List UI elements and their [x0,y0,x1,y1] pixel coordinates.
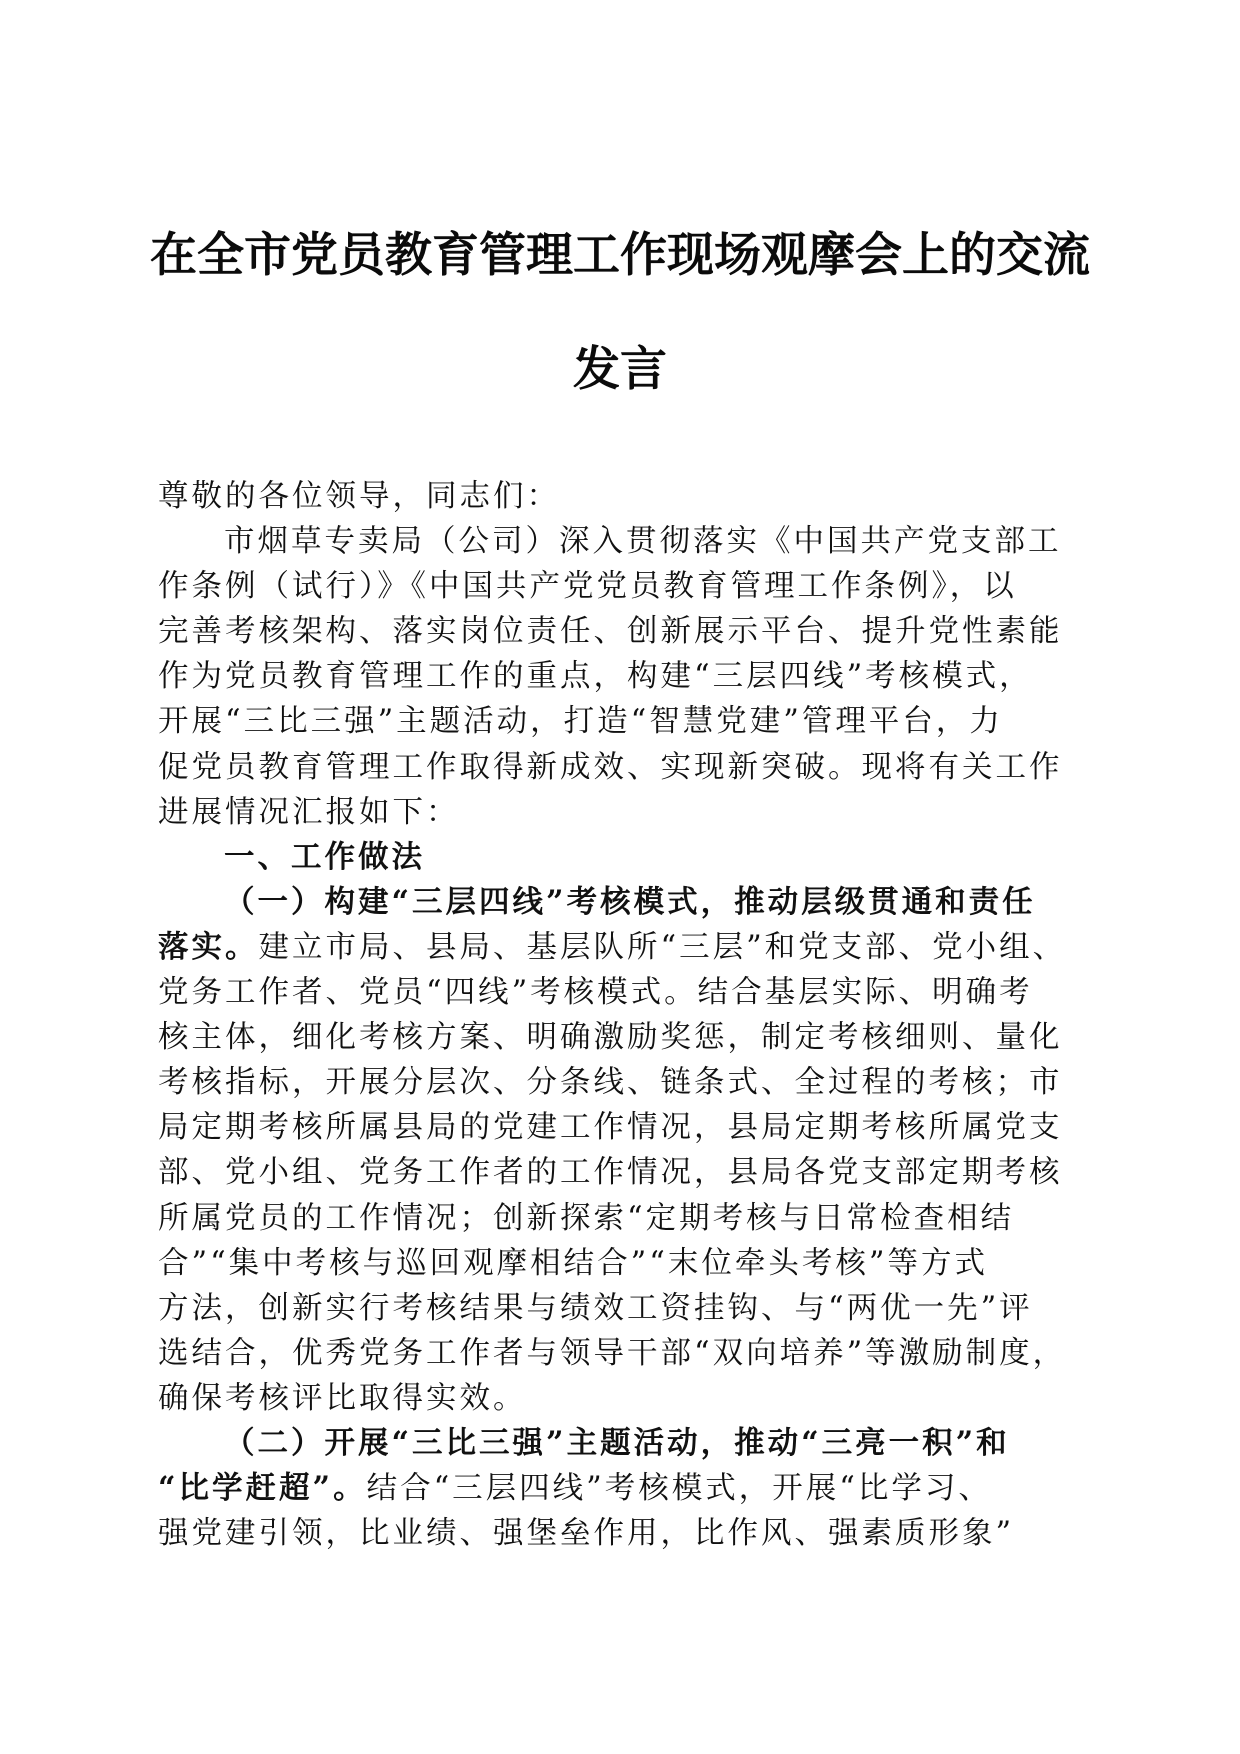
subsection-1-heading: （一）构建“三层四线”考核模式，推动层级贯通和责任 [224,883,1036,920]
subsection-1-line: 合”“集中考核与巡回观摩相结合”“末位牵头考核”等方式 [158,1245,988,1281]
subsection-2-line: 强党建引领，比业绩、强堡垒作用，比作风、强素质形象” [158,1516,1015,1552]
intro-line: 作为党员教育管理工作的重点，构建“三层四线”考核模式， [158,659,1033,695]
subsection-2-text: 结合“三层四线”考核模式，开展“比学习、 [366,1471,992,1507]
intro-line: 完善考核架构、落实岗位责任、创新展示平台、提升党性素能 [158,614,1063,650]
subsection-1-line: 方法，创新实行考核结果与绩效工资挂钩、与“两优一先”评 [158,1290,1033,1326]
subsection-1-line: 选结合，优秀党务工作者与领导干部“双向培养”等激励制度， [158,1335,1067,1371]
greeting: 尊敬的各位领导，同志们： [158,479,560,514]
intro-line: 进展情况汇报如下： [158,794,460,830]
subsection-1-line: 所属党员的工作情况；创新探索“定期考核与日常检查相结 [158,1200,1015,1236]
subsection-1-line: 部、党小组、党务工作者的工作情况，县局各党支部定期考核 [158,1155,1063,1191]
document-title-line-2: 发言 [573,342,667,397]
document-title-line-1: 在全市党员教育管理工作现场观摩会上的交流 [150,228,1090,283]
subsection-1-line: 党务工作者、党员“四线”考核模式。结合基层实际、明确考 [158,975,1033,1011]
subsection-2-line [158,1466,1082,1511]
intro-line: 作条例（试行）》《中国共产党党员教育管理工作条例》，以 [158,569,1017,605]
subsection-1-line: 局定期考核所属县局的党建工作情况，县局定期考核所属党支 [158,1110,1063,1146]
intro-line: 促党员教育管理工作取得新成效、实现新突破。现将有关工作 [158,749,1063,785]
subsection-1-heading-end: 落实。 [158,928,259,965]
subsection-2-heading: （二）开展“三比三强”主题活动，推动“三亮一积”和 [224,1424,1010,1461]
subsection-1-line: 考核指标，开展分层次、分条线、链条式、全过程的考核；市 [158,1065,1063,1101]
subsection-1-line: 核主体，细化考核方案、明确激励奖惩，制定考核细则、量化 [158,1020,1063,1056]
section-heading-work-methods: 一、工作做法 [224,839,425,875]
subsection-1-text: 建立市局、县局、基层队所“三层”和党支部、党小组、 [258,929,1067,965]
intro-line: 市烟草专卖局（公司）深入贯彻落实《中国共产党支部工 [224,524,1062,560]
document-body [158,474,1082,1556]
subsection-1-line: 确保考核评比取得实效。 [158,1380,527,1416]
subsection-1-line [158,925,1082,970]
subsection-2-heading-end: “比学赶超”。 [158,1470,367,1507]
intro-line: 开展“三比三强”主题活动，打造“智慧党建”管理平台，力 [158,704,1003,740]
